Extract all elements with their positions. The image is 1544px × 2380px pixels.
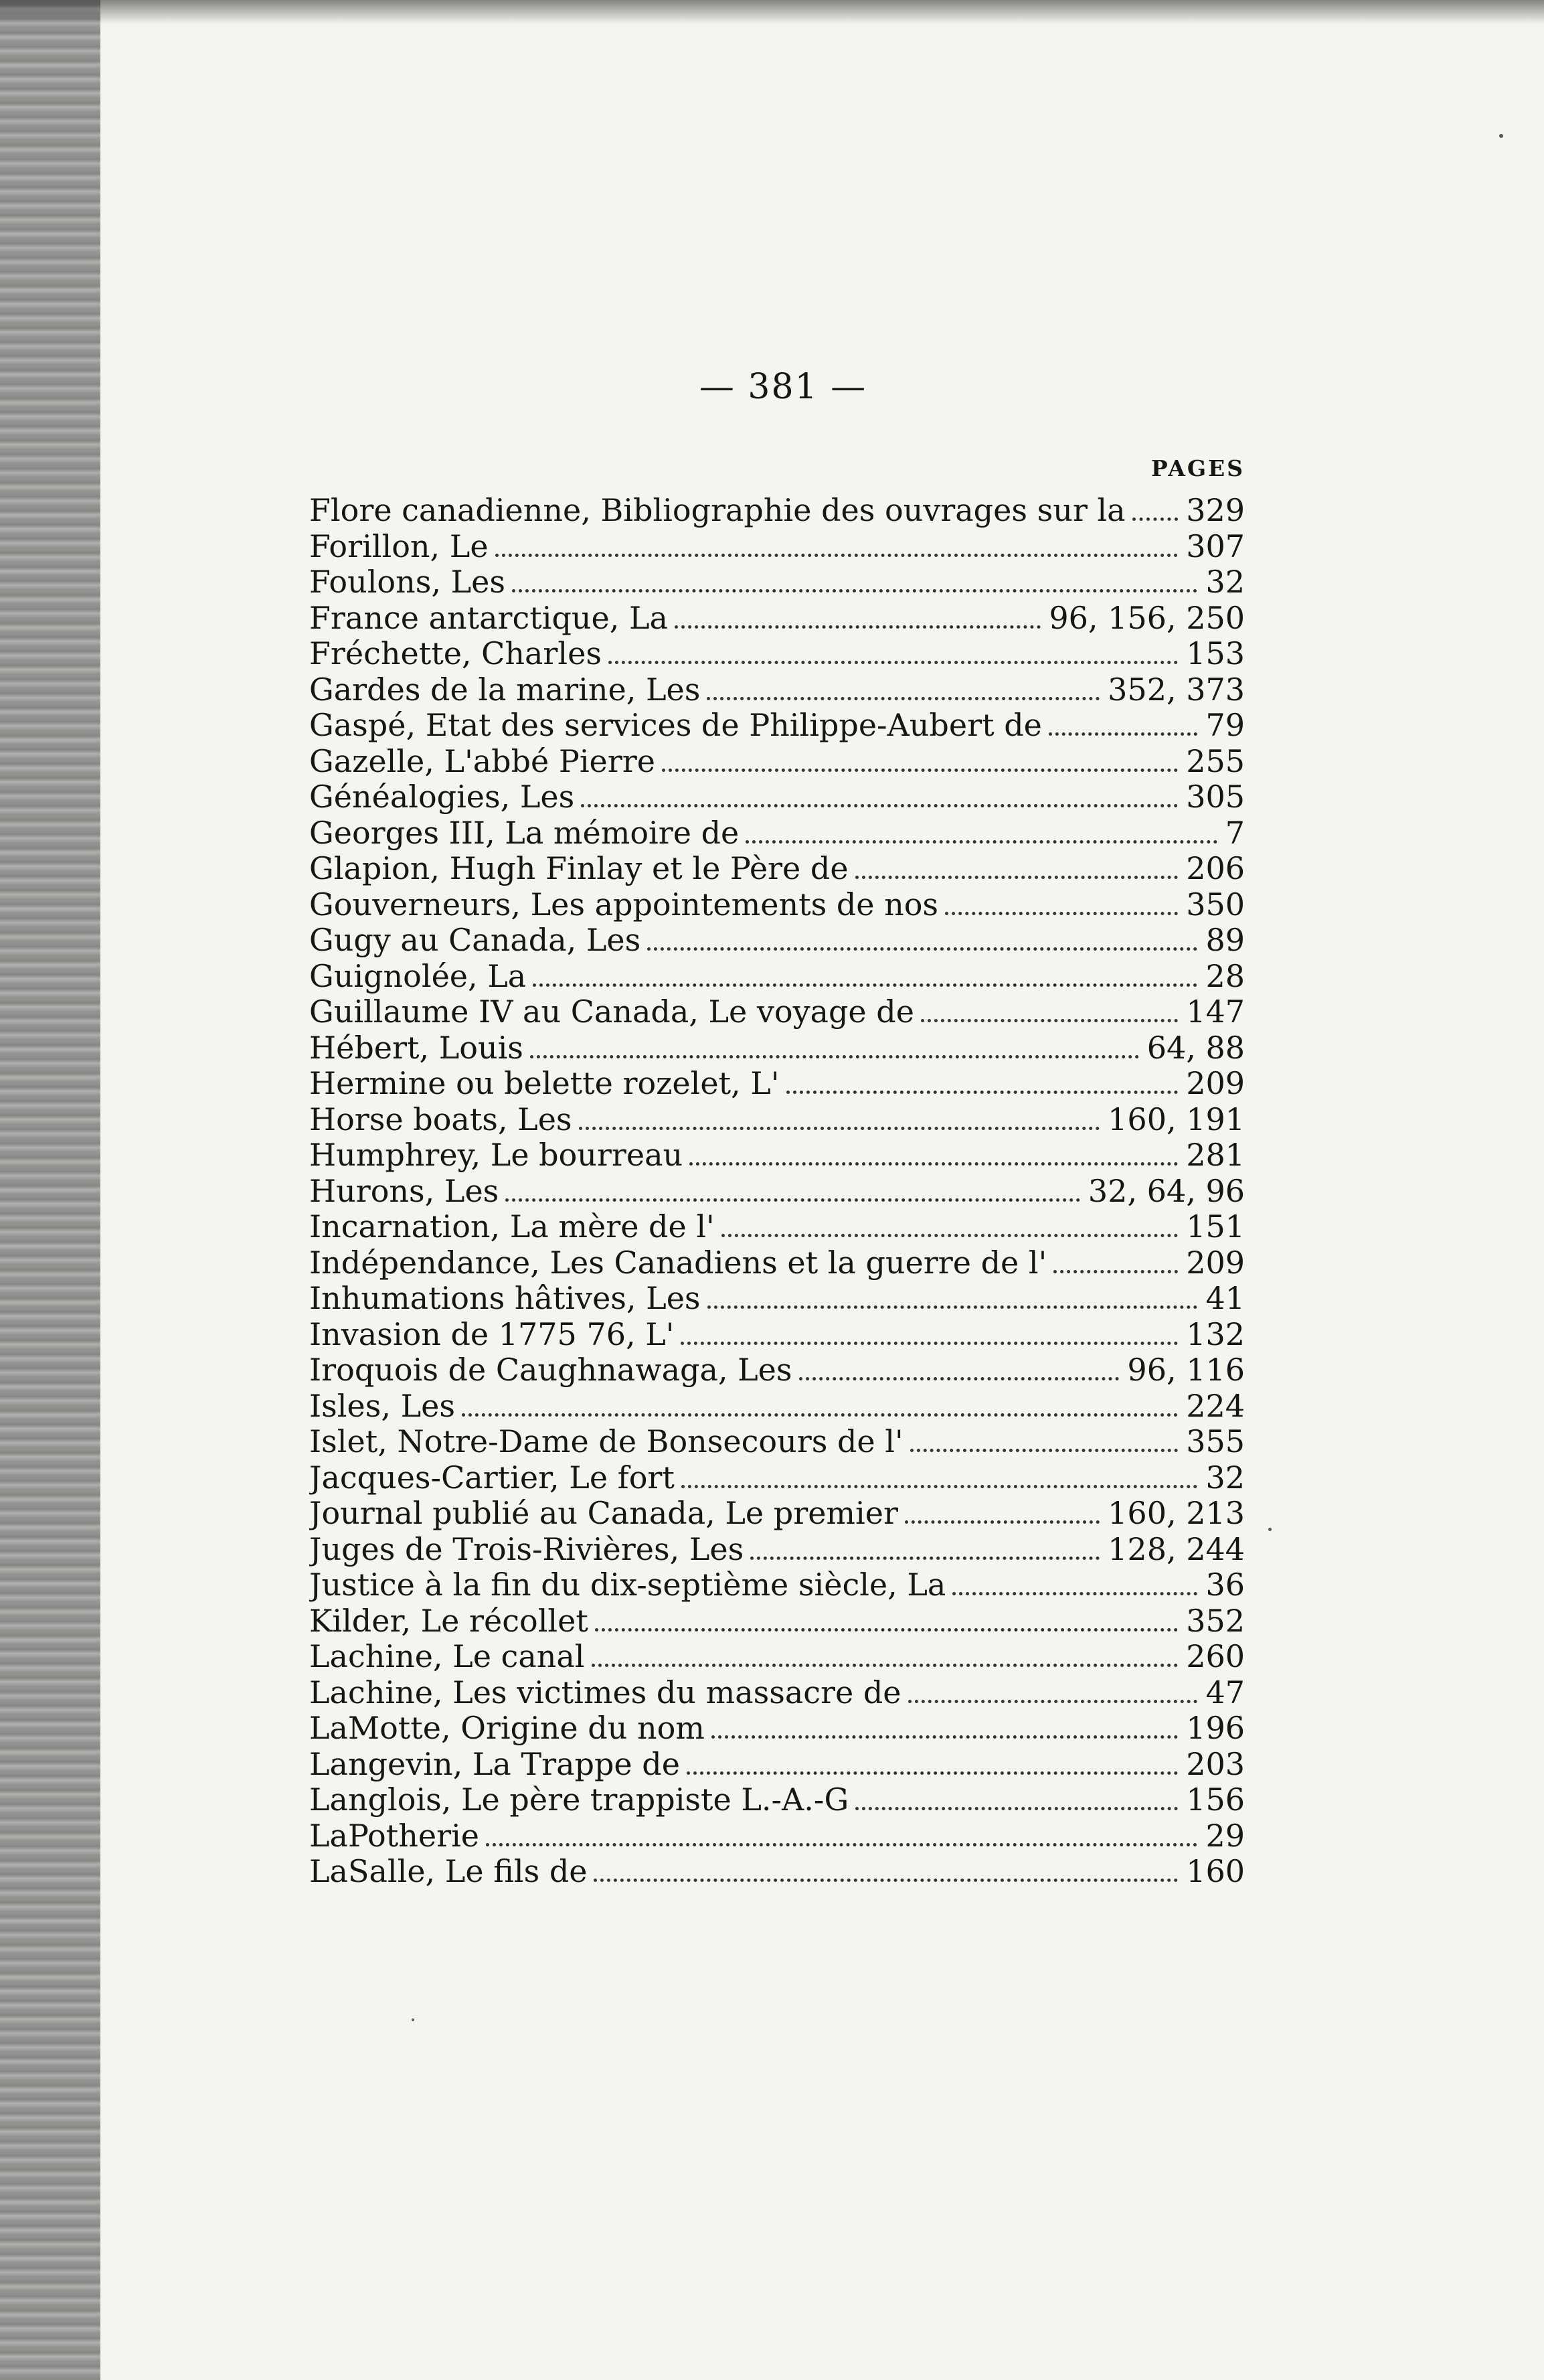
entry-pages: 209 (1186, 1245, 1245, 1281)
dot-leader (908, 1700, 1198, 1703)
entry-pages: 224 (1186, 1388, 1245, 1424)
entry-term: Gugy au Canada, Les (309, 923, 641, 958)
paper-speck (412, 2018, 414, 2021)
entry-term: Gaspé, Etat des services de Philippe-Aubert de (309, 708, 1042, 743)
entry-pages: 160 (1186, 1854, 1245, 1889)
dot-leader (505, 1198, 1080, 1202)
dot-leader (687, 1771, 1178, 1775)
index-entry (309, 1567, 1245, 1603)
entry-term: Gazelle, L'abbé Pierre (309, 743, 655, 779)
index-entry (309, 636, 1245, 672)
dot-leader (1132, 518, 1179, 521)
entry-pages: 151 (1186, 1209, 1245, 1245)
index-entry (309, 1030, 1245, 1066)
dot-leader (1053, 1270, 1178, 1273)
entry-pages: 307 (1186, 528, 1245, 564)
dot-leader (921, 1019, 1178, 1022)
entry-term: Hébert, Louis (309, 1030, 523, 1066)
index-entry (309, 708, 1245, 744)
dot-leader (855, 1807, 1178, 1810)
entry-pages: 96, 116 (1127, 1352, 1245, 1388)
index-entry (309, 529, 1245, 565)
dot-leader (681, 1342, 1178, 1345)
entry-term: Invasion de 1775 76, L' (309, 1316, 675, 1352)
index-entry (309, 994, 1245, 1030)
entry-term: France antarctique, La (309, 600, 668, 636)
index-entry (309, 887, 1245, 923)
index-entry (309, 1389, 1245, 1425)
entry-pages: 255 (1186, 743, 1245, 779)
paper-speck (1268, 1528, 1272, 1531)
entry-term: Justice à la fin du dix-septième siècle, La (309, 1567, 946, 1603)
entry-pages: 47 (1205, 1674, 1245, 1711)
entry-pages: 153 (1186, 636, 1245, 671)
entry-pages: 32 (1205, 564, 1245, 600)
entry-pages: 64, 88 (1146, 1030, 1245, 1066)
entry-term: Gouverneurs, Les appointements de nos (309, 886, 939, 923)
entry-term: Incarnation, La mère de l' (309, 1209, 715, 1245)
entry-pages: 329 (1186, 493, 1245, 528)
entry-pages: 352 (1186, 1603, 1245, 1639)
entry-term: LaSalle, Le fils de (309, 1854, 588, 1889)
entry-pages: 32, 64, 96 (1088, 1173, 1245, 1209)
dot-leader (533, 983, 1197, 987)
entry-term: Isles, Les (309, 1388, 455, 1424)
entry-term: Fréchette, Charles (309, 636, 602, 671)
index-entry (309, 672, 1245, 708)
dot-leader (689, 1162, 1178, 1166)
index-entry (309, 601, 1245, 637)
dot-leader (647, 947, 1197, 951)
entry-term: LaPotherie (309, 1818, 480, 1854)
dot-leader (721, 1234, 1178, 1237)
index-entry (309, 1639, 1245, 1675)
entry-pages: 260 (1186, 1639, 1245, 1674)
index-entry (309, 851, 1245, 887)
entry-term: Iroquois de Caughnawaga, Les (309, 1352, 792, 1388)
index-entry (309, 1854, 1245, 1890)
entry-term: LaMotte, Origine du nom (309, 1711, 705, 1746)
index-entry (309, 1532, 1245, 1568)
dot-leader (608, 661, 1178, 664)
index-entry (309, 1603, 1245, 1640)
entry-pages: 350 (1186, 886, 1245, 923)
entry-term: Flore canadienne, Bibliographie des ouvrages sur la (309, 493, 1126, 528)
entry-pages: 305 (1186, 779, 1245, 815)
entry-term: Généalogies, Les (309, 779, 575, 815)
dot-leader (707, 1305, 1198, 1309)
dot-leader (855, 876, 1179, 879)
index-entry (309, 779, 1245, 815)
entry-term: Hurons, Les (309, 1173, 499, 1209)
paper-speck (1499, 134, 1503, 138)
entry-term: Lachine, Le canal (309, 1639, 585, 1674)
dot-leader (707, 697, 1100, 700)
entry-pages: 132 (1186, 1316, 1245, 1352)
index-entry (309, 1496, 1245, 1532)
entry-term: Hermine ou belette rozelet, L' (309, 1066, 780, 1101)
entry-term: Indépendance, Les Canadiens et la guerre de l' (309, 1245, 1047, 1281)
dot-leader (681, 1485, 1198, 1488)
dot-leader (662, 769, 1178, 772)
index-entry (309, 1281, 1245, 1317)
dot-leader (581, 804, 1178, 807)
entry-term: Glapion, Hugh Finlay et le Père de (309, 851, 849, 886)
entry-pages: 355 (1186, 1424, 1245, 1459)
entry-term: Langevin, La Trappe de (309, 1746, 680, 1782)
index-entry (309, 744, 1245, 780)
dot-leader (711, 1735, 1178, 1739)
index-entry (309, 1174, 1245, 1210)
dot-leader (592, 1664, 1179, 1667)
index-list (309, 493, 1245, 1890)
dot-leader (1049, 732, 1198, 736)
dot-leader (910, 1449, 1179, 1452)
scan-shadow-edge (0, 0, 100, 2380)
entry-pages: 160, 213 (1108, 1496, 1245, 1531)
entry-pages: 28 (1205, 958, 1245, 994)
entry-term: Jacques-Cartier, Le fort (309, 1459, 675, 1496)
entry-pages: 352, 373 (1108, 671, 1245, 708)
entry-pages: 128, 244 (1108, 1531, 1245, 1567)
index-entry (309, 1102, 1245, 1138)
dot-leader (579, 1127, 1100, 1130)
entry-term: Georges III, La mémoire de (309, 815, 740, 851)
index-entry (309, 1209, 1245, 1245)
index-entry (309, 1711, 1245, 1747)
entry-term: Kilder, Le récollet (309, 1603, 588, 1639)
index-entry (309, 959, 1245, 995)
index-entry (309, 1317, 1245, 1353)
entry-pages: 209 (1186, 1066, 1245, 1101)
index-entry (309, 564, 1245, 601)
entry-pages: 36 (1205, 1567, 1245, 1603)
entry-term: Islet, Notre-Dame de Bonsecours de l' (309, 1424, 904, 1459)
entry-pages: 79 (1205, 708, 1245, 743)
dot-leader (595, 1628, 1178, 1632)
entry-term: Juges de Trois-Rivières, Les (309, 1531, 744, 1567)
entry-pages: 160, 191 (1108, 1101, 1245, 1137)
entry-term: Gardes de la marine, Les (309, 671, 701, 708)
entry-pages: 7 (1225, 815, 1245, 851)
entry-term: Humphrey, Le bourreau (309, 1137, 683, 1173)
dot-leader (799, 1377, 1120, 1380)
entry-term: Guignolée, La (309, 958, 527, 994)
dot-leader (462, 1413, 1178, 1417)
index-entry (309, 1352, 1245, 1389)
index-entry (309, 1245, 1245, 1281)
dot-leader (905, 1520, 1100, 1524)
dot-leader (952, 1592, 1197, 1595)
index-entry (309, 1066, 1245, 1102)
entry-pages: 41 (1205, 1281, 1245, 1316)
dot-leader (746, 840, 1217, 844)
dot-leader (945, 912, 1178, 915)
index-entry (309, 815, 1245, 852)
entry-pages: 89 (1205, 923, 1245, 958)
entry-pages: 196 (1186, 1711, 1245, 1746)
dot-leader (750, 1557, 1100, 1560)
dot-leader (486, 1843, 1197, 1846)
scan-shadow-top (0, 0, 1544, 24)
dot-leader (512, 589, 1197, 592)
entry-pages: 156 (1186, 1782, 1245, 1818)
entry-pages: 206 (1186, 851, 1245, 886)
entry-pages: 281 (1186, 1137, 1245, 1173)
index-entry (309, 1460, 1245, 1496)
pages-column-header: PAGES (1150, 455, 1245, 481)
entry-term: Lachine, Les victimes du massacre de (309, 1674, 902, 1711)
dot-leader (786, 1091, 1179, 1094)
entry-pages: 29 (1205, 1818, 1245, 1854)
index-entry (309, 1782, 1245, 1818)
index-entry (309, 1137, 1245, 1174)
index-entry (309, 1424, 1245, 1460)
index-entry (309, 923, 1245, 959)
dot-leader (675, 625, 1041, 629)
entry-term: Guillaume IV au Canada, Le voyage de (309, 994, 914, 1030)
dot-leader (495, 554, 1179, 557)
entry-term: Forillon, Le (309, 528, 489, 564)
entry-pages: 203 (1186, 1746, 1245, 1782)
entry-term: Langlois, Le père trappiste L.-A.-G (309, 1782, 849, 1818)
entry-term: Inhumations hâtives, Les (309, 1281, 701, 1316)
index-entry (309, 493, 1245, 529)
entry-pages: 147 (1186, 994, 1245, 1030)
entry-term: Journal publié au Canada, Le premier (309, 1496, 898, 1531)
entry-pages: 96, 156, 250 (1049, 600, 1245, 636)
dot-leader (530, 1055, 1139, 1058)
index-entry (309, 1747, 1245, 1783)
index-entry (309, 1818, 1245, 1854)
index-entry (309, 1675, 1245, 1711)
page-number: — 381 — (699, 367, 867, 407)
dot-leader (594, 1879, 1178, 1882)
entry-term: Horse boats, Les (309, 1101, 572, 1137)
entry-pages: 32 (1205, 1459, 1245, 1496)
entry-term: Foulons, Les (309, 564, 505, 600)
